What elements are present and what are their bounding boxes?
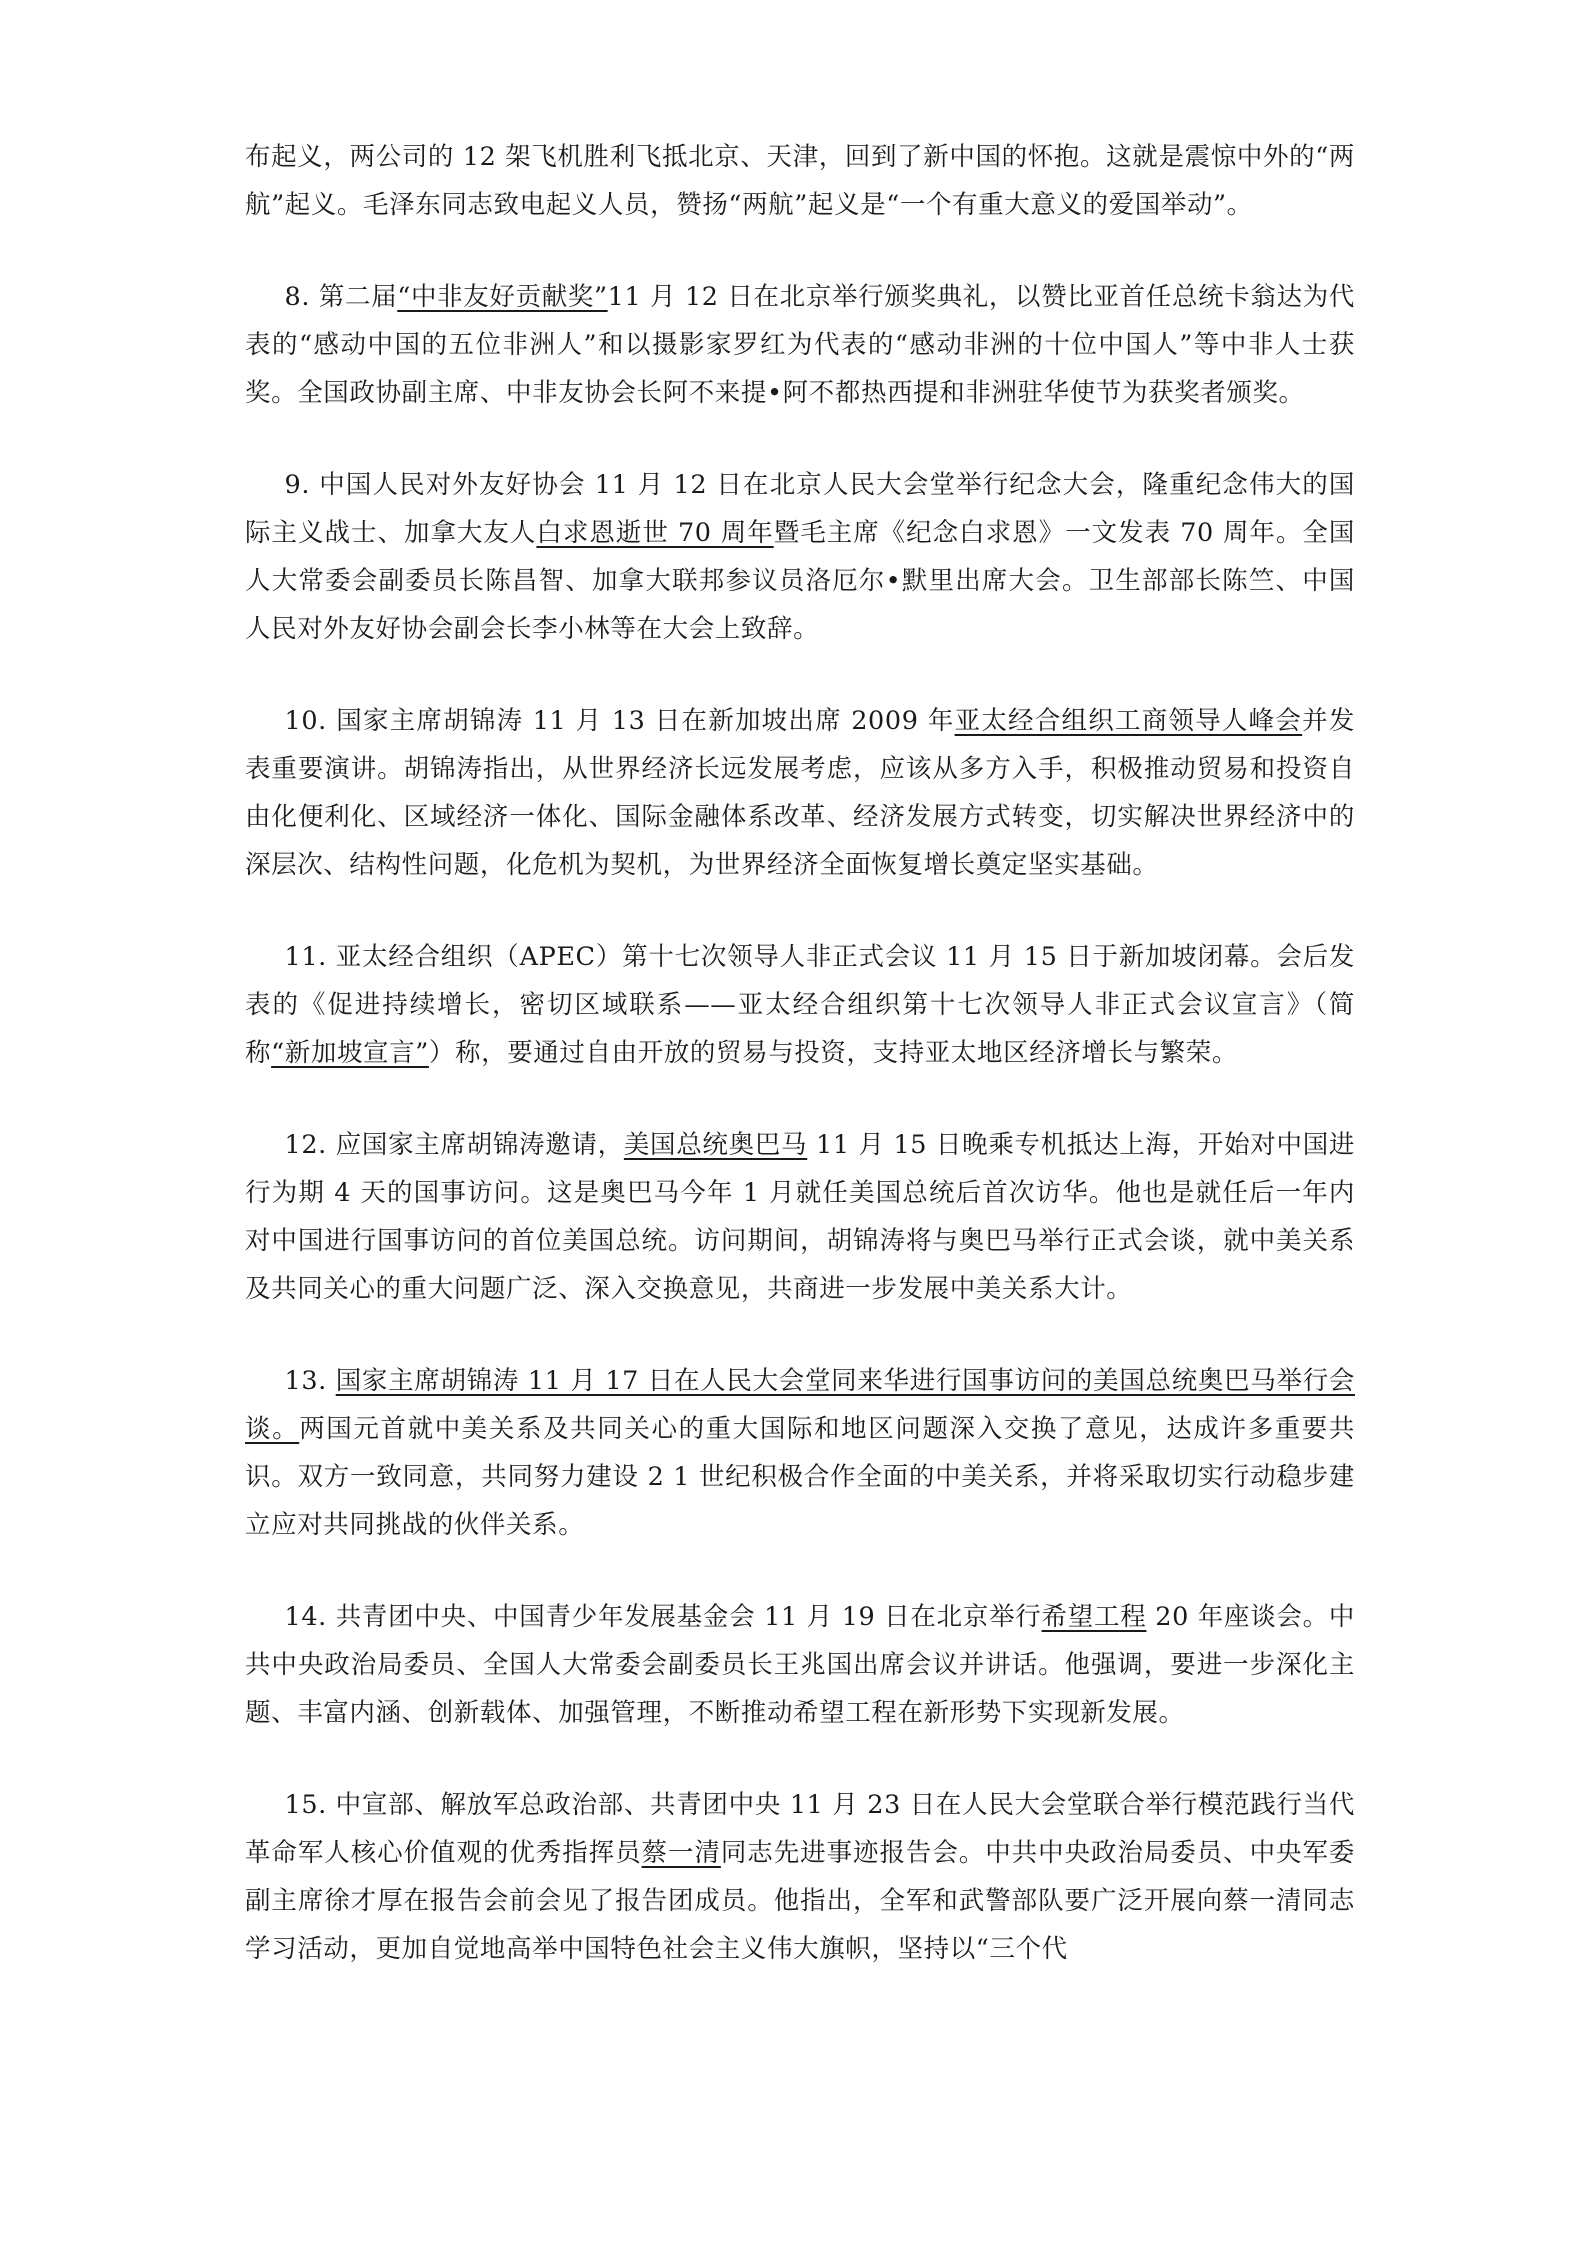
paragraph-text: ）称，要通过自由开放的贸易与投资，支持亚太地区经济增长与繁荣。 xyxy=(428,1038,1238,1068)
paragraph-text: 9. 中国人民对外友好协会 11 月 12 日在北京人民大会堂举行纪念大会，隆重纪念伟大的国际主义战士、加拿大友人 xyxy=(245,470,1355,548)
hyperlink-text[interactable]: 蔡一清 xyxy=(641,1838,721,1868)
paragraph-text: 11. 亚太经合组织（APEC）第十七次领导人非正式会议 11 月 15 日于新加坡闭幕。会后发表的《促进持续增长，密切区域联系——亚太经合组织第十七次领导人非正式会议宣言》（简称 xyxy=(245,942,1355,1068)
hyperlink-text[interactable]: 国家主席胡锦涛 11 月 17 日在人民大会堂同来华进行国事访问的美国总统奥巴马举行会谈。 xyxy=(245,1366,1356,1444)
hyperlink-text[interactable]: 希望工程 xyxy=(1041,1602,1147,1632)
hyperlink-text[interactable]: “新加坡宣言” xyxy=(271,1038,429,1068)
paragraph-p10 xyxy=(245,697,1355,889)
paragraph-text: 11 月 12 日在北京举行颁奖典礼，以赞比亚首任总统卡翁达为代表的“感动中国的五位非洲人”和以摄影家罗红为代表的“感动非洲的十位中国人”等中非人士获奖。全国政协副主席、中非友协会长阿不来提•阿不都热西提和非洲驻华使节为获奖者颁奖。 xyxy=(245,282,1355,408)
paragraph-p11 xyxy=(245,933,1355,1077)
document-body xyxy=(245,133,1355,1973)
hyperlink-text[interactable]: 亚太经合组织工商领导人峰会 xyxy=(954,706,1303,736)
paragraph-text: 20 年座谈会。中共中央政治局委员、全国人大常委会副委员长王兆国出席会议并讲话。他强调，要进一步深化主题、丰富内涵、创新载体、加强管理，不断推动希望工程在新形势下实现新发展。 xyxy=(245,1602,1355,1728)
paragraph-text: 同志先进事迹报告会。中共中央政治局委员、中央军委副主席徐才厚在报告会前会见了报告团成员。他指出，全军和武警部队要广泛开展向蔡一清同志学习活动，更加自觉地高举中国特色社会主义伟大旗帜，坚持以“三个代 xyxy=(245,1838,1355,1964)
paragraph-text: 12. 应国家主席胡锦涛邀请， xyxy=(284,1130,624,1160)
paragraph-p7-continued xyxy=(245,133,1355,229)
paragraph-p14 xyxy=(245,1593,1355,1737)
paragraph-text: 15. 中宣部、解放军总政治部、共青团中央 11 月 23 日在人民大会堂联合举行模范践行当代革命军人核心价值观的优秀指挥员 xyxy=(245,1790,1355,1868)
paragraph-p12 xyxy=(245,1121,1355,1313)
paragraph-p8 xyxy=(245,273,1355,417)
hyperlink-text[interactable]: “中非友好贡献奖” xyxy=(397,282,608,312)
hyperlink-text[interactable]: 白求恩逝世 70 周年 xyxy=(536,518,774,548)
paragraph-text: 两国元首就中美关系及共同关心的重大国际和地区问题深入交换了意见，达成许多重要共识。双方一致同意，共同努力建设 2 1 世纪积极合作全面的中美关系，并将采取切实行动稳步建立应对共同挑战的伙伴关系。 xyxy=(245,1414,1356,1540)
paragraph-text: 11 月 15 日晚乘专机抵达上海，开始对中国进行为期 4 天的国事访问。这是奥巴马今年 1 月就任美国总统后首次访华。他也是就任后一年内对中国进行国事访问的首位美国总统。访问期间，胡锦涛将与奥巴马举行正式会谈，就中美关系及共同关心的重大问题广泛、深入交换意见，共商进一步发展中美关系大计。 xyxy=(245,1130,1355,1304)
paragraph-p15 xyxy=(245,1781,1355,1973)
paragraph-text: 并发表重要演讲。胡锦涛指出，从世界经济长远发展考虑，应该从多方入手，积极推动贸易和投资自由化便利化、区域经济一体化、国际金融体系改革、经济发展方式转变，切实解决世界经济中的深层次、结构性问题，化危机为契机，为世界经济全面恢复增长奠定坚实基础。 xyxy=(245,706,1355,880)
paragraph-text: 13. xyxy=(284,1366,336,1396)
paragraph-text: 暨毛主席《纪念白求恩》一文发表 70 周年。全国人大常委会副委员长陈昌智、加拿大联邦参议员洛厄尔•默里出席大会。卫生部部长陈竺、中国人民对外友好协会副会长李小林等在大会上致辞。 xyxy=(245,518,1356,644)
paragraph-text: 14. 共青团中央、中国青少年发展基金会 11 月 19 日在北京举行 xyxy=(284,1602,1042,1632)
paragraph-text: 布起义，两公司的 12 架飞机胜利飞抵北京、天津，回到了新中国的怀抱。这就是震惊中外的“两航”起义。毛泽东同志致电起义人员，赞扬“两航”起义是“一个有重大意义的爱国举动”。 xyxy=(245,142,1355,220)
paragraph-text: 8. 第二届 xyxy=(284,282,398,312)
paragraph-text: 10. 国家主席胡锦涛 11 月 13 日在新加坡出席 2009 年 xyxy=(284,706,955,736)
paragraph-p13 xyxy=(245,1357,1355,1549)
hyperlink-text[interactable]: 美国总统奥巴马 xyxy=(623,1130,808,1160)
paragraph-p9 xyxy=(245,461,1355,653)
